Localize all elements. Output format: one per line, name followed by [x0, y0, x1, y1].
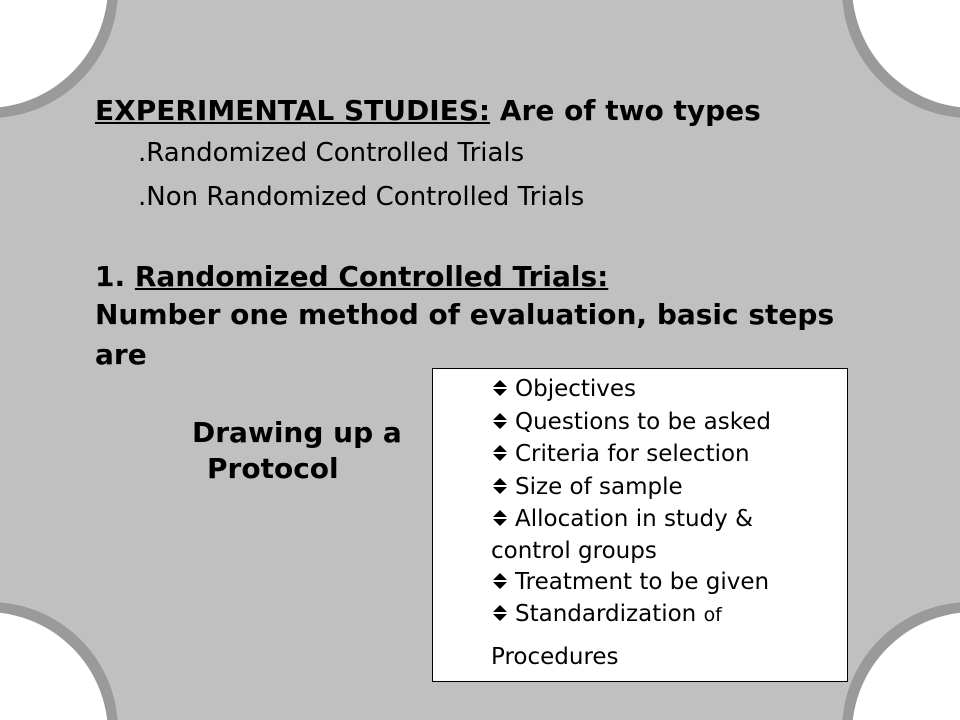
up-down-arrow-icon [491, 604, 509, 622]
list-item [491, 600, 722, 629]
heading-rest: Are of two types [490, 94, 761, 127]
up-down-arrow-icon [491, 412, 509, 430]
list-item [491, 408, 771, 436]
up-down-arrow-icon [491, 509, 509, 527]
step-allocation-continuation: control groups [491, 538, 657, 564]
section-heading [95, 260, 608, 293]
step-standardization: Standardization [515, 601, 704, 627]
section-title: Randomized Controlled Trials: [134, 260, 609, 293]
list-item [491, 568, 769, 596]
step-treatment: Treatment to be given [515, 569, 770, 595]
step-standardization-of: of [703, 604, 722, 626]
list-item [491, 473, 683, 501]
up-down-arrow-icon [491, 444, 509, 462]
section-description-line1: Number one method of evaluation, basic steps [95, 298, 835, 331]
list-item [491, 505, 753, 533]
up-down-arrow-icon [491, 477, 509, 495]
step-criteria: Criteria for selection [515, 441, 750, 467]
list-item [491, 440, 750, 468]
type-item-randomized: .Randomized Controlled Trials [138, 138, 525, 168]
section-number: 1. [95, 260, 135, 293]
step-sample-size: Size of sample [515, 474, 683, 500]
protocol-label-line2: Protocol [207, 452, 339, 485]
protocol-label-line1: Drawing up a [192, 416, 402, 449]
list-item [491, 375, 636, 403]
type-item-non-randomized: .Non Randomized Controlled Trials [138, 182, 585, 212]
step-allocation: Allocation in study & [515, 506, 754, 532]
protocol-steps-box [432, 368, 848, 682]
heading [95, 94, 761, 127]
section-description-line2: are [95, 338, 147, 371]
up-down-arrow-icon [491, 379, 509, 397]
heading-term: EXPERIMENTAL STUDIES: [95, 94, 491, 127]
step-standardization-continuation: Procedures [491, 644, 619, 670]
step-objectives: Objectives [515, 376, 637, 402]
step-questions: Questions to be asked [515, 409, 771, 435]
up-down-arrow-icon [491, 572, 509, 590]
